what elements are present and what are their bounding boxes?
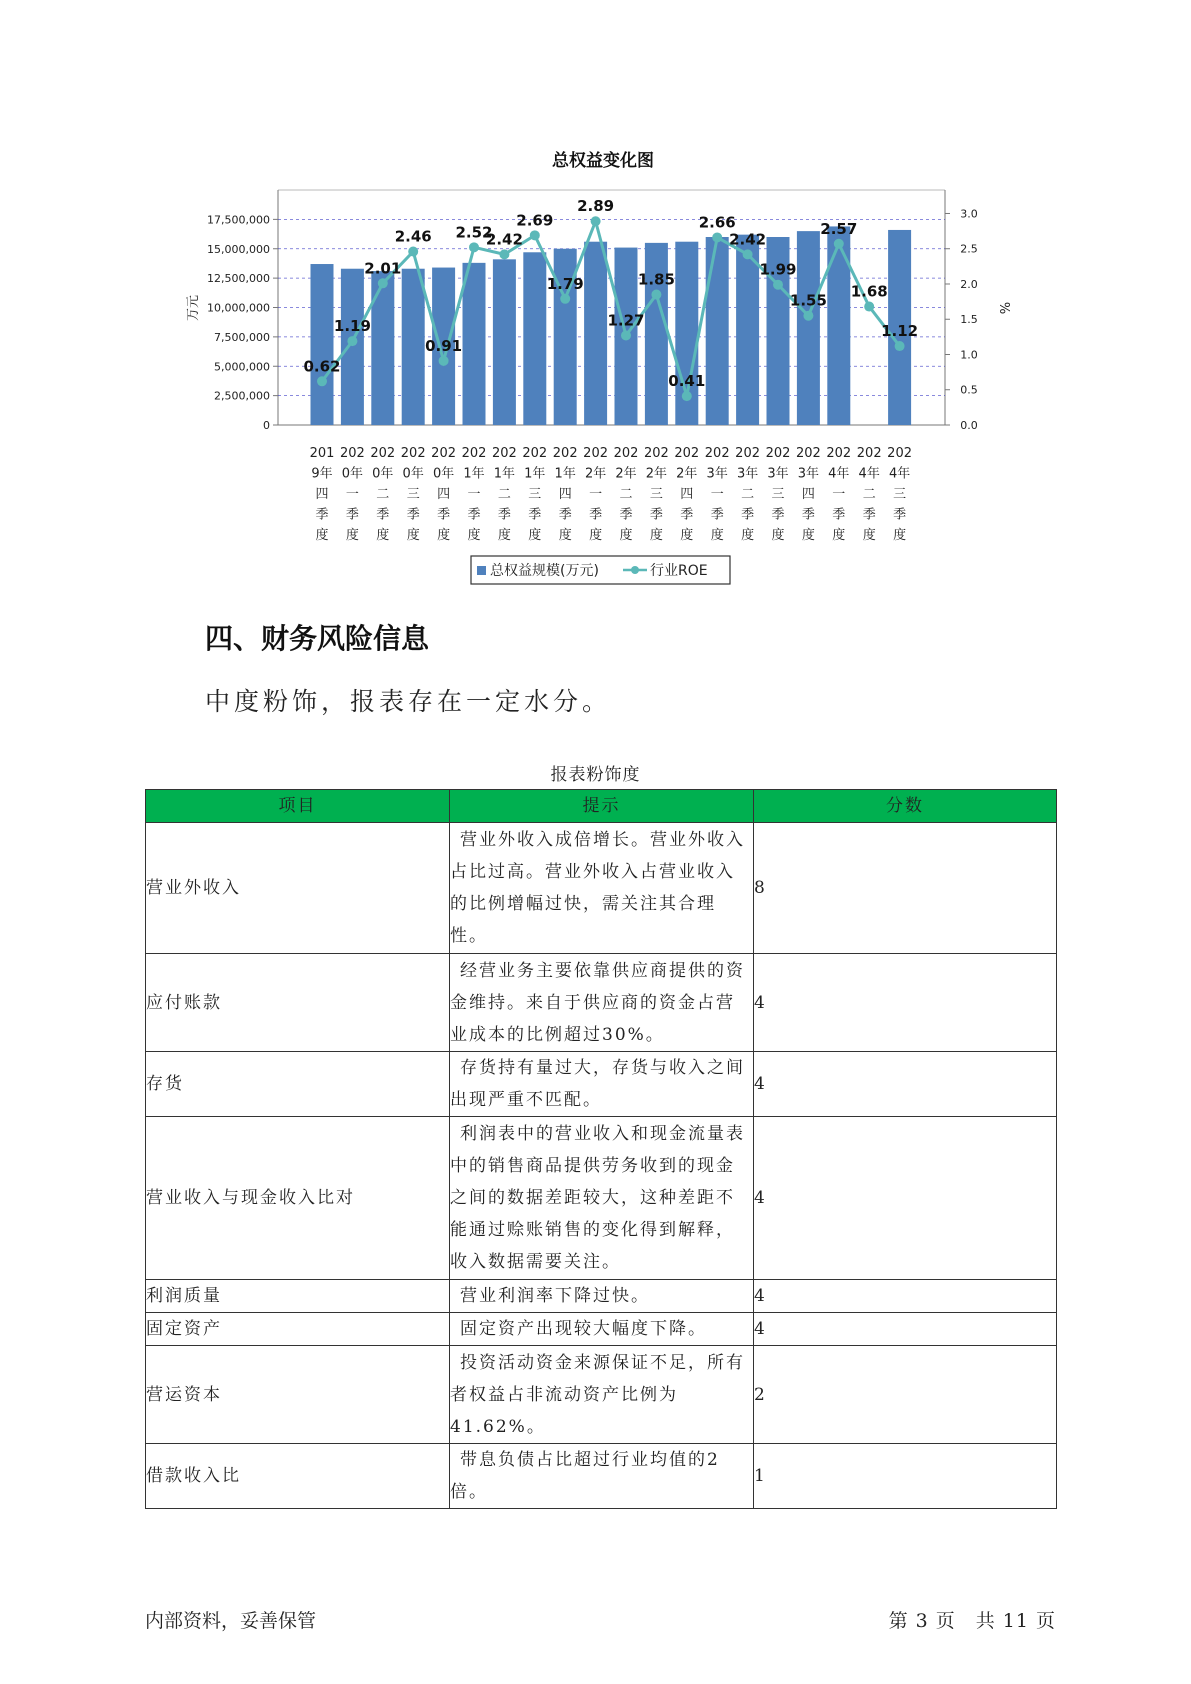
x-tick-label: 度 bbox=[589, 528, 603, 543]
x-tick-label: 度 bbox=[528, 528, 542, 543]
x-tick-label: 1年 bbox=[524, 466, 546, 482]
x-tick-label: 季 bbox=[528, 507, 542, 523]
roe-data-label: 1.19 bbox=[333, 317, 371, 336]
bar bbox=[827, 226, 850, 425]
x-tick-label: 202 bbox=[795, 446, 821, 461]
equity-chart bbox=[0, 0, 1191, 600]
bar bbox=[311, 264, 334, 425]
roe-data-label: 2.01 bbox=[364, 259, 402, 278]
row-hint: 带息负债占比超过行业均值的2倍。 bbox=[450, 1444, 754, 1509]
row-hint: 投资活动资金来源保证不足，所有者权益占非流动资产比例为41.62%。 bbox=[450, 1346, 754, 1444]
x-tick-label: 4年 bbox=[888, 466, 911, 482]
x-tick-label: 2年 bbox=[615, 466, 637, 482]
x-tick-label: 四 bbox=[315, 487, 329, 502]
x-tick-label: 季 bbox=[497, 507, 511, 523]
roe-data-label: 1.85 bbox=[637, 270, 675, 289]
row-item: 营业收入与现金收入比对 bbox=[146, 1117, 450, 1280]
x-tick-label: 度 bbox=[376, 528, 390, 543]
roe-data-label: 1.55 bbox=[789, 291, 827, 310]
x-tick-label: 度 bbox=[558, 528, 572, 543]
roe-point bbox=[682, 391, 692, 401]
table-row bbox=[146, 823, 1057, 954]
x-tick-label: 1年 bbox=[554, 466, 576, 482]
x-tick-label: 季 bbox=[467, 507, 481, 523]
x-tick-label: 2年 bbox=[676, 466, 698, 482]
x-tick-label: 3年 bbox=[736, 466, 759, 482]
roe-point bbox=[773, 280, 783, 290]
y-tick-label: 15,000,000 bbox=[207, 242, 270, 256]
x-tick-label: 季 bbox=[376, 507, 390, 523]
x-tick-label: 202 bbox=[735, 446, 761, 461]
x-tick-label: 202 bbox=[856, 446, 882, 461]
x-tick-label: 度 bbox=[619, 528, 633, 543]
row-hint: 利润表中的营业收入和现金流量表中的销售商品提供劳务收到的现金之间的数据差距较大，这种差距不能通过赊账销售的变化得到解释，收入数据需要关注。 bbox=[450, 1117, 754, 1280]
roe-data-label: 2.46 bbox=[394, 227, 432, 246]
legend-bar-swatch bbox=[477, 566, 486, 575]
legend-line-marker bbox=[631, 566, 639, 574]
column-header-item: 项目 bbox=[146, 790, 450, 823]
row-item: 营运资本 bbox=[146, 1346, 450, 1444]
table-row bbox=[146, 1444, 1057, 1509]
y2-tick-label: 0.0 bbox=[960, 419, 978, 432]
y-tick-label: 10,000,000 bbox=[207, 301, 270, 315]
roe-data-label: 2.42 bbox=[729, 230, 767, 249]
y2-tick-label: 1.0 bbox=[960, 348, 978, 362]
roe-point bbox=[743, 249, 753, 259]
bar bbox=[463, 263, 486, 425]
roe-point bbox=[651, 290, 661, 300]
roe-point bbox=[499, 249, 509, 259]
table-row bbox=[146, 1280, 1057, 1313]
y-tick-label: 0 bbox=[263, 419, 270, 432]
x-tick-label: 2年 bbox=[584, 466, 607, 482]
bar bbox=[493, 259, 516, 425]
x-tick-label: 季 bbox=[801, 507, 815, 523]
row-hint: 存货持有量过大，存货与收入之间出现严重不匹配。 bbox=[450, 1052, 754, 1117]
bar bbox=[797, 231, 820, 425]
x-tick-label: 季 bbox=[893, 507, 907, 523]
x-tick-label: 季 bbox=[437, 507, 451, 523]
x-tick-label: 二 bbox=[741, 487, 755, 502]
roe-point bbox=[712, 232, 722, 242]
x-tick-label: 度 bbox=[710, 528, 724, 543]
x-tick-label: 3年 bbox=[797, 466, 820, 482]
x-tick-label: 202 bbox=[339, 446, 365, 461]
x-tick-label: 度 bbox=[406, 528, 420, 543]
x-tick-label: 二 bbox=[862, 487, 876, 502]
row-item: 固定资产 bbox=[146, 1313, 450, 1346]
x-tick-label: 9年 bbox=[311, 466, 333, 482]
x-tick-label: 202 bbox=[400, 446, 426, 461]
x-tick-label: 0年 bbox=[372, 466, 394, 482]
x-tick-label: 三 bbox=[649, 487, 663, 502]
x-tick-label: 季 bbox=[771, 507, 785, 523]
roe-point bbox=[560, 294, 570, 304]
x-tick-label: 1年 bbox=[463, 466, 485, 482]
legend-bar-label: 总权益规模(万元) bbox=[490, 563, 599, 579]
section-summary: 中度粉饰，报表存在一定水分。 bbox=[205, 687, 612, 716]
column-header-score: 分数 bbox=[754, 790, 1057, 823]
roe-data-label: 0.91 bbox=[425, 336, 463, 355]
x-tick-label: 202 bbox=[643, 446, 669, 461]
roe-point bbox=[408, 247, 418, 257]
roe-point bbox=[347, 336, 357, 346]
roe-point bbox=[803, 311, 813, 321]
row-item: 营业外收入 bbox=[146, 823, 450, 954]
x-tick-label: 度 bbox=[467, 528, 481, 543]
x-tick-label: 202 bbox=[370, 446, 396, 461]
x-tick-label: 度 bbox=[345, 528, 359, 543]
x-tick-label: 季 bbox=[589, 507, 603, 523]
row-score: 2 bbox=[754, 1346, 1057, 1444]
x-tick-label: 202 bbox=[552, 446, 578, 461]
footer-confidential-note: 内部资料，妥善保管 bbox=[145, 1610, 317, 1632]
table-row bbox=[146, 1117, 1057, 1280]
y2-tick-label: 2.5 bbox=[960, 242, 978, 256]
roe-point bbox=[317, 376, 327, 386]
legend-line-label: 行业ROE bbox=[650, 563, 708, 579]
x-tick-label: 2年 bbox=[645, 466, 668, 482]
x-tick-label: 季 bbox=[710, 507, 724, 523]
y2-axis-label: % bbox=[996, 301, 1011, 315]
x-tick-label: 度 bbox=[497, 528, 511, 543]
roe-data-label: 1.12 bbox=[881, 322, 919, 341]
x-tick-label: 季 bbox=[680, 507, 694, 523]
x-tick-label: 202 bbox=[522, 446, 548, 461]
x-tick-label: 202 bbox=[674, 446, 700, 461]
x-tick-label: 二 bbox=[497, 487, 511, 502]
x-tick-label: 三 bbox=[893, 487, 907, 502]
x-tick-label: 度 bbox=[832, 528, 846, 543]
x-tick-label: 度 bbox=[771, 528, 785, 543]
roe-data-label: 1.99 bbox=[759, 260, 797, 279]
roe-point bbox=[439, 356, 449, 366]
x-tick-label: 201 bbox=[309, 446, 335, 461]
x-tick-label: 0年 bbox=[432, 466, 455, 482]
y2-tick-label: 3.0 bbox=[960, 207, 978, 221]
roe-data-label: 2.69 bbox=[516, 211, 554, 230]
row-item: 借款收入比 bbox=[146, 1444, 450, 1509]
x-tick-label: 度 bbox=[741, 528, 755, 543]
roe-data-label: 0.41 bbox=[668, 372, 706, 391]
x-tick-label: 四 bbox=[437, 487, 451, 502]
table-row bbox=[146, 1346, 1057, 1444]
roe-point bbox=[621, 330, 631, 340]
x-tick-label: 季 bbox=[345, 507, 359, 523]
x-tick-label: 季 bbox=[558, 507, 572, 523]
x-tick-label: 202 bbox=[826, 446, 852, 461]
row-hint: 固定资产出现较大幅度下降。 bbox=[450, 1313, 754, 1346]
x-tick-label: 0年 bbox=[402, 466, 424, 482]
roe-data-label: 1.27 bbox=[607, 311, 645, 330]
x-tick-label: 202 bbox=[431, 446, 457, 461]
bar bbox=[706, 237, 729, 425]
x-tick-label: 度 bbox=[315, 528, 329, 543]
y-tick-label: 17,500,000 bbox=[207, 213, 270, 227]
x-tick-label: 4年 bbox=[828, 466, 850, 482]
x-tick-label: 度 bbox=[680, 528, 694, 543]
y-tick-label: 12,500,000 bbox=[207, 272, 270, 286]
bar bbox=[341, 269, 364, 425]
x-tick-label: 一 bbox=[467, 487, 481, 502]
x-tick-label: 0年 bbox=[341, 466, 364, 482]
bar bbox=[523, 252, 546, 425]
x-tick-label: 度 bbox=[801, 528, 815, 543]
row-item: 利润质量 bbox=[146, 1280, 450, 1313]
row-item: 应付账款 bbox=[146, 954, 450, 1052]
x-tick-label: 度 bbox=[893, 528, 907, 543]
roe-data-label: 2.52 bbox=[455, 223, 493, 242]
chart-title: 总权益变化图 bbox=[552, 151, 654, 171]
x-tick-label: 3年 bbox=[706, 466, 728, 482]
x-tick-label: 三 bbox=[771, 487, 785, 502]
row-hint: 营业外收入成倍增长。营业外收入占比过高。营业外收入占营业收入的比例增幅过快，需关注其合理性。 bbox=[450, 823, 754, 954]
x-tick-label: 二 bbox=[376, 487, 390, 502]
roe-data-label: 1.68 bbox=[850, 282, 888, 301]
x-tick-label: 度 bbox=[649, 528, 663, 543]
x-tick-label: 202 bbox=[491, 446, 517, 461]
roe-point bbox=[378, 278, 388, 288]
column-header-hint: 提示 bbox=[450, 790, 754, 823]
footer-page-number: 第 3 页 共 11 页 bbox=[888, 1610, 1056, 1632]
table-row bbox=[146, 1052, 1057, 1117]
table-caption: 报表粉饰度 bbox=[550, 765, 641, 785]
y2-tick-label: 2.0 bbox=[960, 277, 978, 291]
x-tick-label: 一 bbox=[710, 487, 724, 502]
row-score: 4 bbox=[754, 1117, 1057, 1280]
table-header-row bbox=[146, 790, 1057, 823]
x-tick-label: 3年 bbox=[767, 466, 789, 482]
x-tick-label: 三 bbox=[406, 487, 420, 502]
x-tick-label: 202 bbox=[704, 446, 730, 461]
roe-data-label: 2.89 bbox=[577, 197, 615, 216]
x-tick-label: 季 bbox=[315, 507, 329, 523]
row-score: 1 bbox=[754, 1444, 1057, 1509]
y-axis-label: 万元 bbox=[186, 294, 201, 322]
roe-point bbox=[864, 302, 874, 312]
x-tick-label: 季 bbox=[406, 507, 420, 523]
roe-data-label: 2.57 bbox=[820, 219, 858, 238]
x-tick-label: 202 bbox=[887, 446, 913, 461]
x-tick-label: 季 bbox=[649, 507, 663, 523]
bar bbox=[584, 242, 607, 425]
x-tick-label: 202 bbox=[613, 446, 639, 461]
row-score: 4 bbox=[754, 1313, 1057, 1346]
y2-tick-label: 1.5 bbox=[960, 313, 978, 327]
roe-data-label: 0.62 bbox=[303, 357, 341, 376]
table-row bbox=[146, 1313, 1057, 1346]
bar bbox=[402, 269, 425, 425]
x-tick-label: 四 bbox=[680, 487, 694, 502]
roe-point bbox=[469, 242, 479, 252]
row-score: 4 bbox=[754, 1280, 1057, 1313]
x-tick-label: 一 bbox=[589, 487, 603, 502]
roe-point bbox=[834, 239, 844, 249]
row-score: 4 bbox=[754, 1052, 1057, 1117]
table-row bbox=[146, 954, 1057, 1052]
roe-point bbox=[895, 341, 905, 351]
x-tick-label: 4年 bbox=[858, 466, 880, 482]
x-tick-label: 季 bbox=[741, 507, 755, 523]
x-tick-label: 202 bbox=[765, 446, 791, 461]
x-tick-label: 季 bbox=[832, 507, 846, 523]
x-tick-label: 季 bbox=[619, 507, 633, 523]
bar bbox=[371, 271, 394, 425]
x-tick-label: 四 bbox=[558, 487, 572, 502]
roe-point bbox=[591, 216, 601, 226]
y2-tick-label: 0.5 bbox=[960, 383, 978, 397]
x-tick-label: 一 bbox=[345, 487, 359, 502]
roe-data-label: 2.66 bbox=[698, 213, 736, 232]
x-tick-label: 度 bbox=[862, 528, 876, 543]
row-score: 4 bbox=[754, 954, 1057, 1052]
x-tick-label: 202 bbox=[583, 446, 609, 461]
y-tick-label: 7,500,000 bbox=[214, 330, 270, 344]
x-tick-label: 二 bbox=[619, 487, 633, 502]
risk-table bbox=[145, 789, 1057, 1509]
x-tick-label: 一 bbox=[832, 487, 846, 502]
x-tick-label: 季 bbox=[862, 507, 876, 523]
x-tick-label: 度 bbox=[437, 528, 451, 543]
x-tick-label: 三 bbox=[528, 487, 542, 502]
y-tick-label: 2,500,000 bbox=[214, 389, 270, 403]
x-tick-label: 202 bbox=[461, 446, 487, 461]
roe-data-label: 2.42 bbox=[485, 230, 523, 249]
row-hint: 经营业务主要依靠供应商提供的资金维持。来自于供应商的资金占营业成本的比例超过30%。 bbox=[450, 954, 754, 1052]
section-heading: 四、财务风险信息 bbox=[205, 622, 430, 655]
x-tick-label: 四 bbox=[801, 487, 815, 502]
row-score: 8 bbox=[754, 823, 1057, 954]
y-tick-label: 5,000,000 bbox=[214, 360, 270, 374]
roe-point bbox=[530, 230, 540, 240]
row-item: 存货 bbox=[146, 1052, 450, 1117]
roe-data-label: 1.79 bbox=[546, 274, 584, 293]
row-hint: 营业利润率下降过快。 bbox=[450, 1280, 754, 1313]
equity-chart-svg bbox=[0, 0, 1191, 600]
x-tick-label: 1年 bbox=[493, 466, 516, 482]
